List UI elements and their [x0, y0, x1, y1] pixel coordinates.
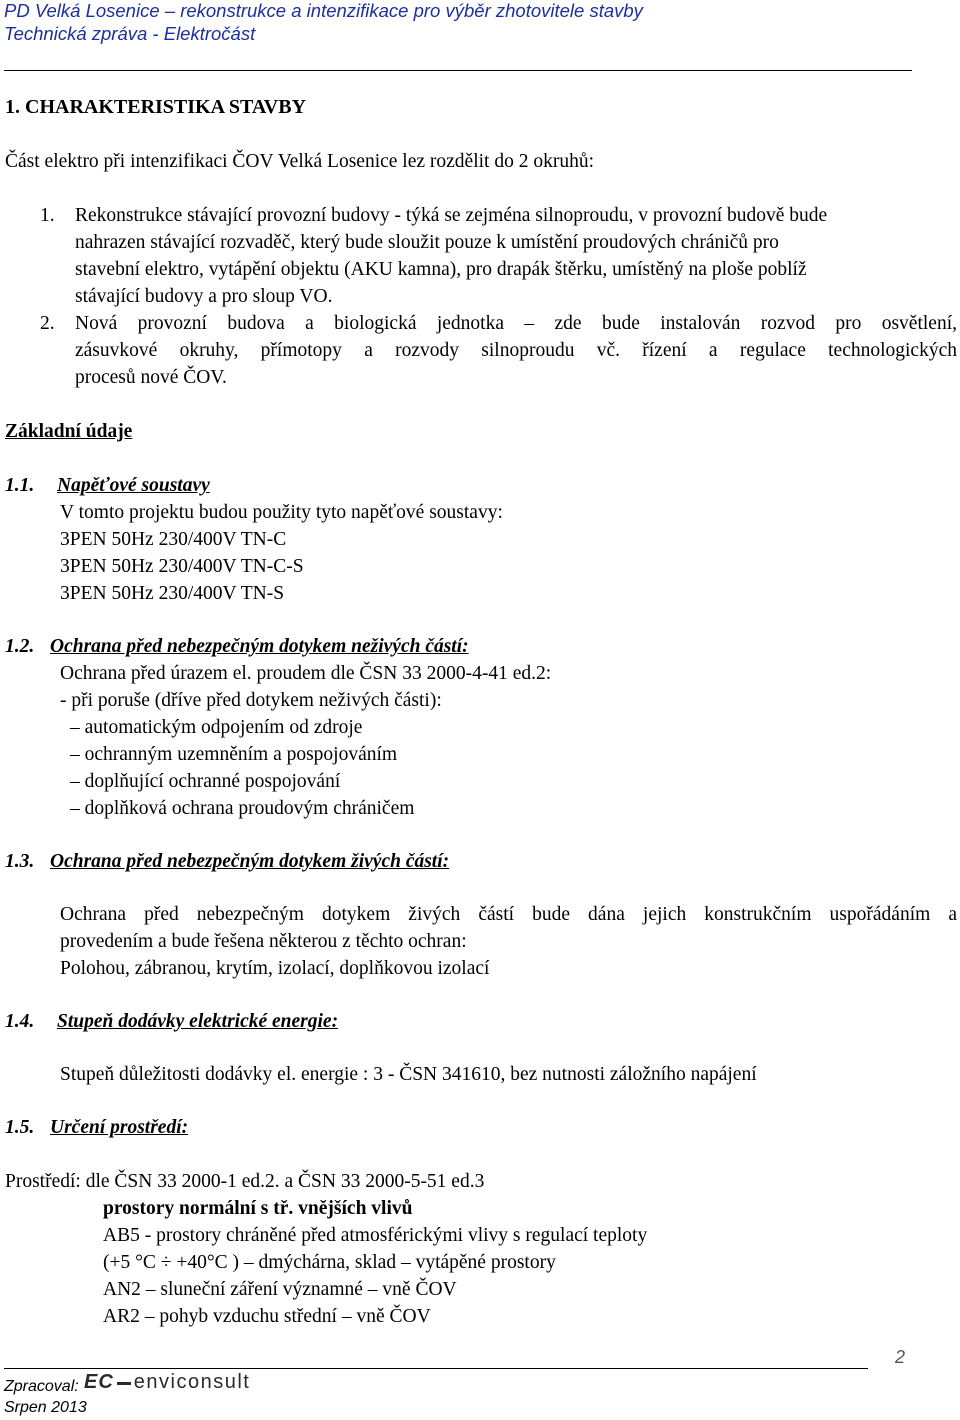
logo-ec-mark: EC [84, 1371, 114, 1393]
dash-item: – doplňková ochrana proudovým chráničem [70, 798, 415, 819]
dash-item: – automatickým odpojením od zdroje [70, 717, 363, 738]
header-title: PD Velká Losenice – rekonstrukce a intenzifikace pro výběr zhotovitele stavby [4, 0, 643, 21]
header-rule [4, 70, 912, 71]
list-item-line: stávající budovy a pro sloup VO. [75, 286, 333, 307]
page-number: 2 [895, 1347, 906, 1367]
subsection-title: Ochrana před nebezpečným dotykem neživých částí: [50, 636, 469, 657]
list-item-number: 2. [40, 313, 55, 334]
dash-item: – ochranným uzemněním a pospojováním [70, 744, 398, 765]
footer-rule [4, 1368, 868, 1369]
header-subtitle: Technická zpráva - Elektročást [4, 23, 256, 44]
list-item-line: zásuvkové okruhy, přímotopy a rozvody silnoproudu vč. řízení a regulace technologických [75, 340, 957, 361]
text-line: Stupeň důležitosti dodávky el. energie : 3 - ČSN 341610, bez nutnosti záložního napájení [60, 1064, 757, 1085]
subsection-number: 1.3. [5, 851, 35, 872]
text-line: 3PEN 50Hz 230/400V TN-S [60, 583, 285, 604]
section-heading: 1. CHARAKTERISTIKA STAVBY [5, 96, 307, 118]
section-intro: Část elektro při intenzifikaci ČOV Velká Losenice lez rozdělit do 2 okruhů: [5, 151, 594, 172]
list-item-line: nahrazen stávající rozvaděč, který bude sloužit pouze k umístění proudových chráničů pro [75, 232, 779, 253]
environment-item: AR2 – pohyb vzduchu střední – vně ČOV [103, 1306, 431, 1327]
subsection-number: 1.1. [5, 475, 35, 496]
footer-date: Srpen 2013 [4, 1399, 87, 1416]
bold-line: prostory normální s tř. vnějších vlivů [103, 1198, 413, 1219]
subsection-title: Stupeň dodávky elektrické energie: [57, 1011, 339, 1032]
text-line: Polohou, zábranou, krytím, izolací, doplňkovou izolací [60, 958, 490, 979]
subsection-title: Určení prostředí: [50, 1117, 189, 1138]
list-item-number: 1. [40, 205, 55, 226]
subsection-number: 1.5. [5, 1117, 35, 1138]
logo-wordmark: enviconsult [133, 1371, 251, 1393]
subsection-title: Napěťové soustavy [57, 475, 210, 496]
list-item-line: Nová provozní budova a biologická jednotka – zde bude instalován rozvod pro osvětlení, [75, 313, 957, 334]
list-item-line: Rekonstrukce stávající provozní budovy - týká se zejména silnoproudu, v provozní budově bude [75, 205, 828, 226]
text-line: V tomto projektu budou použity tyto napěťové soustavy: [60, 502, 503, 523]
text-line: provedením a bude řešena některou z těchto ochran: [60, 931, 467, 952]
list-item-line: stavební elektro, vytápění objektu (AKU kamna), pro drapák štěrku, umístěný na ploše poblíž [75, 259, 807, 280]
basic-data-heading: Základní údaje [5, 421, 133, 442]
company-logo [84, 1371, 250, 1393]
subsection-number: 1.2. [5, 636, 35, 657]
environment-item: AN2 – sluneční záření významné – vně ČOV [103, 1279, 457, 1300]
text-line: Ochrana před úrazem el. proudem dle ČSN 33 2000-4-41 ed.2: [60, 663, 552, 684]
environment-item: (+5 °C ÷ +40°C ) – dmýchárna, sklad – vytápěné prostory [103, 1252, 556, 1273]
text-line: Prostředí: dle ČSN 33 2000-1 ed.2. a ČSN 33 2000-5-51 ed.3 [5, 1171, 485, 1192]
environment-item: AB5 - prostory chráněné před atmosférickými vlivy s regulací teploty [103, 1225, 648, 1246]
prepared-label: Zpracoval: [4, 1378, 79, 1395]
text-line: - při poruše (dříve před dotykem neživých části): [60, 690, 442, 711]
subsection-number: 1.4. [5, 1011, 35, 1032]
list-item-line: procesů nové ČOV. [75, 367, 227, 388]
subsection-title: Ochrana před nebezpečným dotykem živých částí: [50, 851, 450, 872]
text-line: Ochrana před nebezpečným dotykem živých částí bude dána jejich konstrukčním uspořádáním a [60, 904, 957, 925]
logo-dash [117, 1382, 131, 1385]
text-line: 3PEN 50Hz 230/400V TN-C [60, 529, 287, 550]
text-line: 3PEN 50Hz 230/400V TN-C-S [60, 556, 304, 577]
dash-item: – doplňující ochranné pospojování [70, 771, 341, 792]
